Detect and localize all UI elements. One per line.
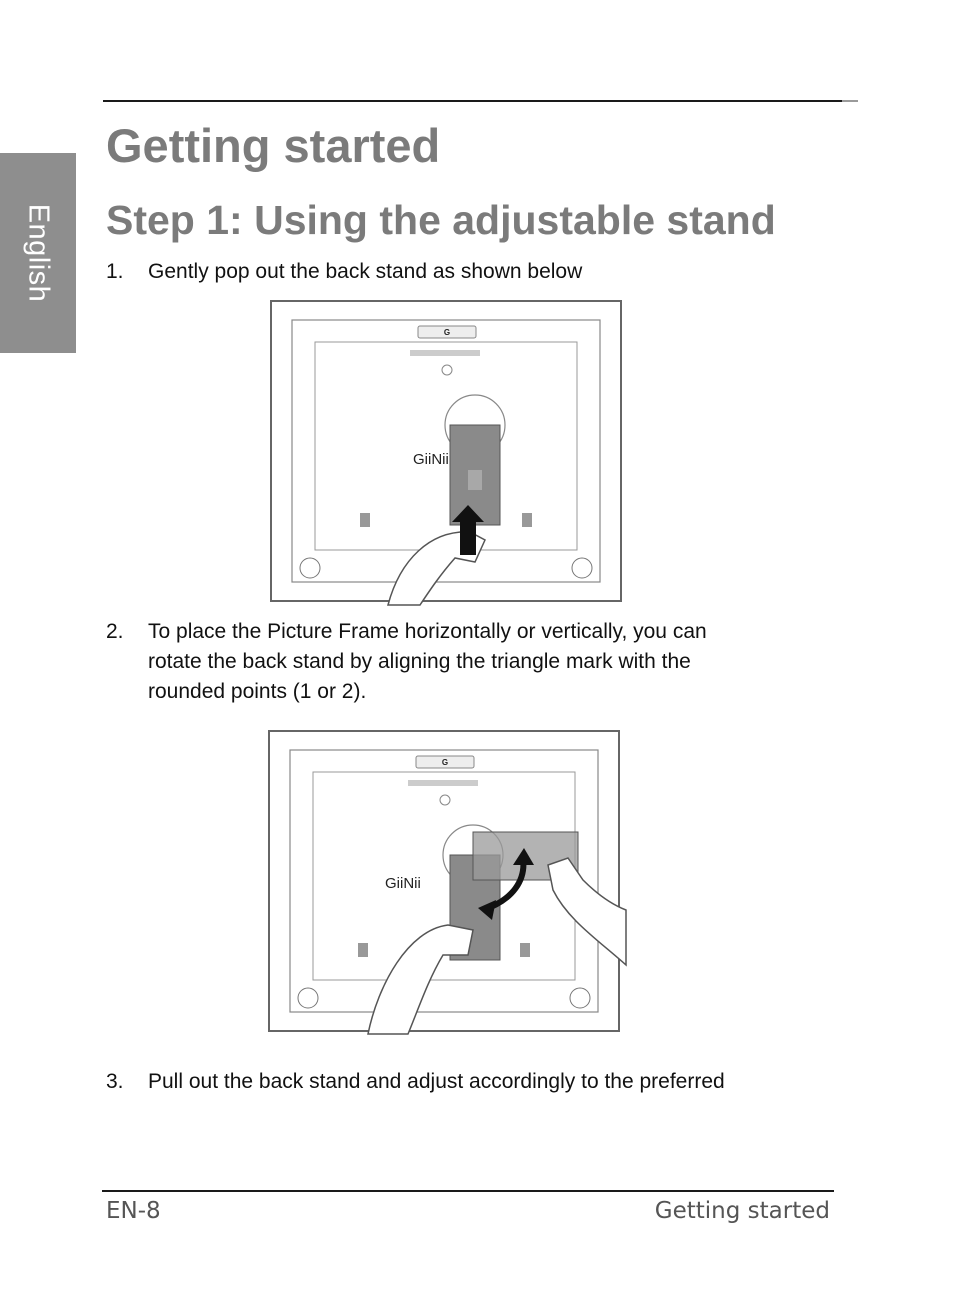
control-strip [410,350,480,356]
frame-back-panel [315,342,577,550]
step-text-line: Gently pop out the back stand as shown below [148,260,583,283]
control-strip [408,780,478,786]
step-number: 2. [106,620,124,643]
stand-mark [468,470,482,490]
brand-label: GiiNii [413,451,449,468]
foot-right [520,943,530,957]
foot-right [522,513,532,527]
foot-left [360,513,370,527]
page-number: EN-8 [106,1198,161,1224]
brand-label: GiiNii [385,875,421,892]
logo-text: G [443,328,451,337]
step-text-line: Pull out the back stand and adjust accordingly to the preferred [148,1070,725,1093]
footer-section-title: Getting started [654,1198,830,1224]
page-title: Getting started [106,119,441,172]
figure-pop-out-stand [270,300,624,606]
footer-rule [102,1190,834,1192]
language-tab [0,153,76,353]
header-rule [103,100,858,102]
header-rule-tail [842,100,858,102]
logo-text: G [441,758,449,767]
step-number: 1. [106,260,124,283]
step-text-line: To place the Picture Frame horizontally or vertically, you can [148,620,707,643]
foot-left [358,943,368,957]
step-text-line: rounded points (1 or 2). [148,680,367,703]
step-number: 3. [106,1070,124,1093]
step-text-line: rotate the back stand by aligning the triangle mark with the [148,650,691,673]
figure-rotate-stand [268,730,628,1035]
language-tab-label: English [22,203,55,303]
section-subtitle: Step 1: Using the adjustable stand [106,197,776,243]
